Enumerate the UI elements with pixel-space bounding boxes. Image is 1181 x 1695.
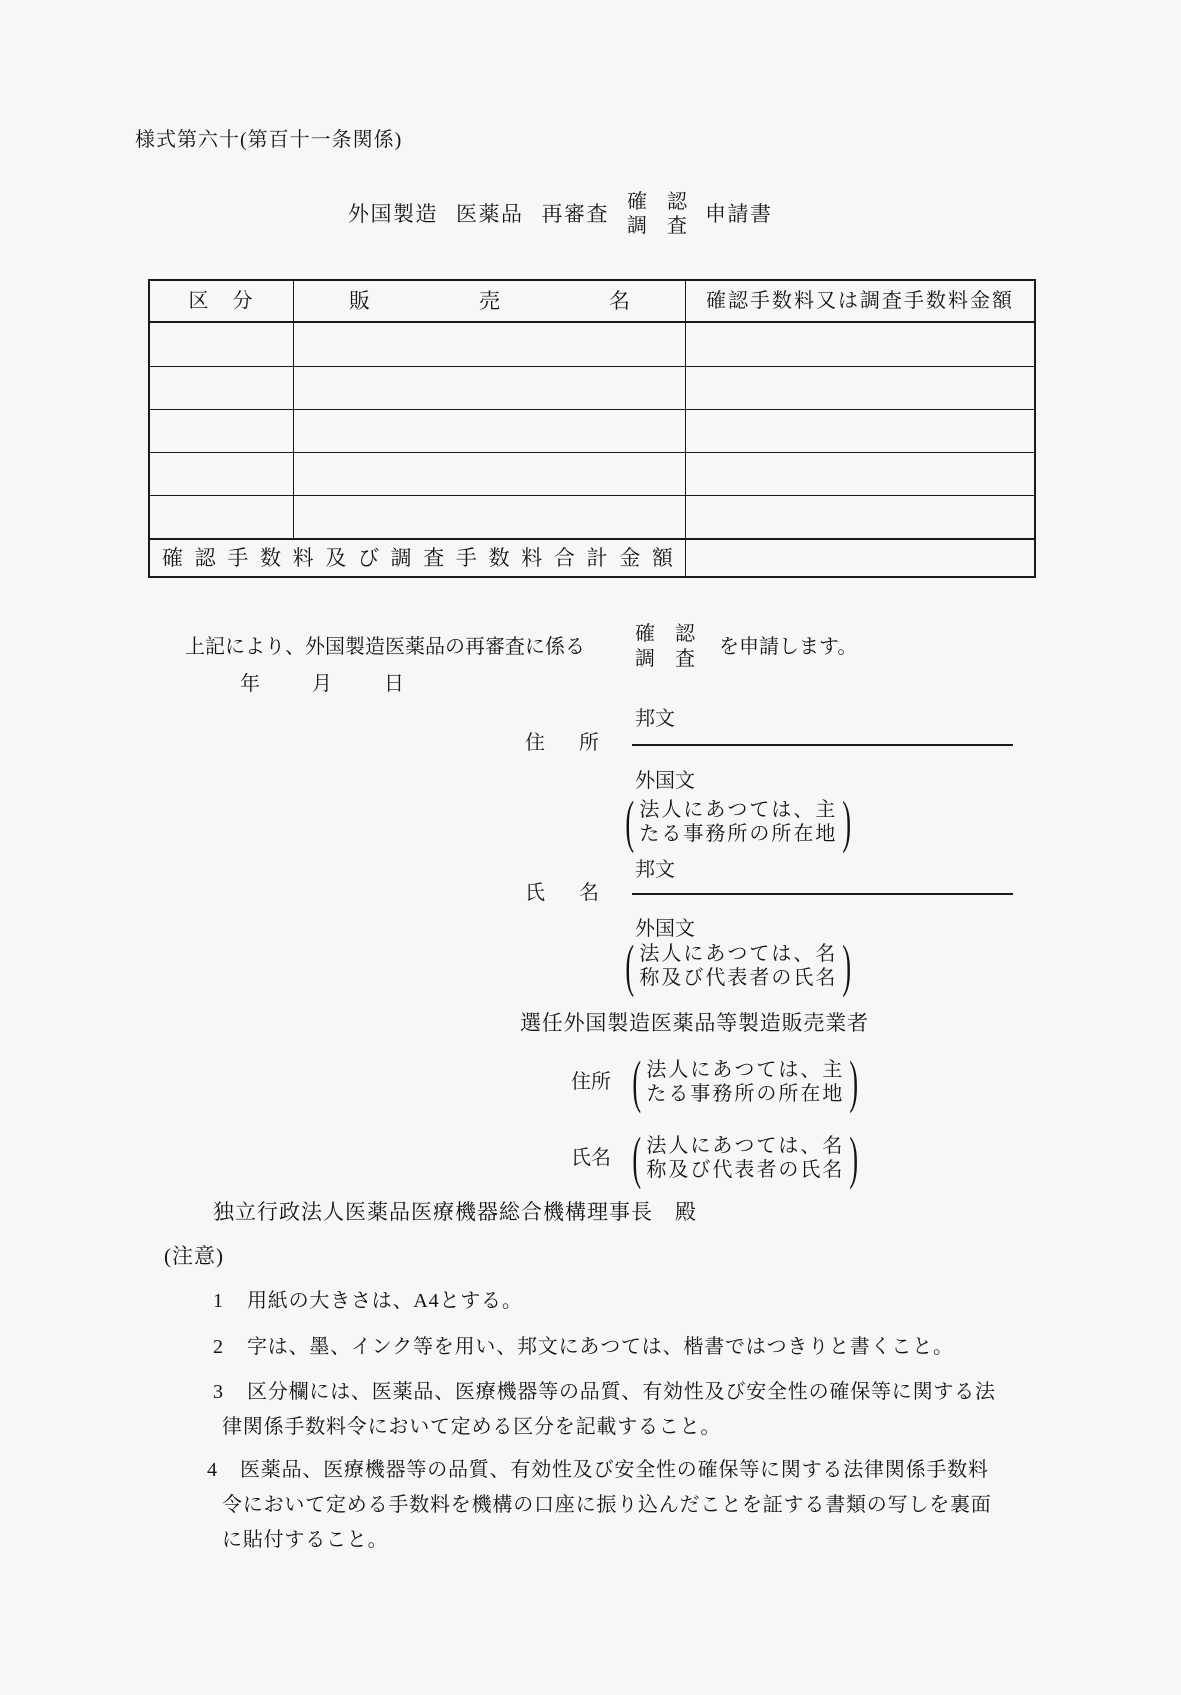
note-item-4 (207, 1458, 989, 1482)
seller-address-row (571, 1049, 864, 1114)
date-line: 年 月 日 (240, 673, 408, 695)
hobun-label-name: 邦文 (635, 859, 675, 881)
stack-top: 確 認 (627, 191, 687, 213)
address-note-line1: 法人にあつては、主 (639, 799, 838, 821)
note-text: 字は、墨、インク等を用い、邦文にあつては、楷書ではつきりと書くこと。 (247, 1336, 954, 1358)
name-label: 氏 名 (525, 882, 606, 904)
col-header-product-name: 販 売 名 (293, 281, 685, 323)
seller-name-corporate-note (627, 1125, 864, 1190)
col-header-category: 区 分 (150, 281, 293, 323)
seller-address-note-line1: 法人にあつては、主 (646, 1059, 845, 1081)
note-text: 区分欄には、医薬品、医療機器等の品質、有効性及び安全性の確保等に関する法 (247, 1381, 996, 1403)
seller-name-note-line1: 法人にあつては、名 (646, 1135, 845, 1157)
table-empty-cell (685, 323, 1034, 366)
name-note-line1: 法人にあつては、名 (639, 943, 838, 965)
selected-seller-heading: 選任外国製造医薬品等製造販売業者 (520, 1011, 869, 1035)
title-review: 再審査 (541, 202, 609, 226)
address-corporate-note (620, 789, 857, 854)
gaikokubun-label-name: 外国文 (635, 918, 695, 940)
fill-line-address-hobun (632, 744, 1013, 746)
table-empty-cell (150, 366, 293, 409)
name-corporate-note (620, 933, 857, 998)
left-paren-icon: ( (625, 933, 635, 998)
table-empty-cell (685, 366, 1034, 409)
right-paren-icon: ) (842, 789, 852, 854)
stack-bottom: 調 査 (627, 215, 687, 237)
seller-address-label: 住所 (571, 1071, 611, 1093)
table-empty-cell (150, 495, 293, 538)
left-paren-icon: ( (625, 789, 635, 854)
table-empty-cell (293, 323, 685, 366)
table-footer-total-value-cell (685, 538, 1034, 576)
seller-address-corporate-note (627, 1049, 864, 1114)
table-empty-cell (685, 409, 1034, 452)
table-empty-cell (293, 495, 685, 538)
seller-name-row (571, 1125, 864, 1190)
address-label: 住 所 (525, 732, 606, 754)
title-kakunin-chosa-stack (627, 190, 687, 238)
fee-table (148, 279, 1036, 578)
form-number: 様式第六十(第百十一条関係) (135, 129, 403, 151)
note-item-2 (213, 1335, 954, 1359)
seller-address-note-line2: たる事務所の所在地 (646, 1083, 845, 1105)
addressee-line: 独立行政法人医薬品医療機器総合機構理事長 殿 (213, 1200, 697, 1224)
table-empty-cell (150, 452, 293, 495)
note-item-3-continued: 律関係手数料令において定める区分を記載すること。 (222, 1416, 722, 1438)
sentence-kakunin-chosa-stack (635, 622, 695, 672)
seller-name-label: 氏名 (571, 1147, 611, 1169)
right-paren-icon: ) (842, 933, 852, 998)
note-number: 3 (213, 1381, 223, 1403)
note-item-3 (213, 1380, 996, 1404)
note-number: 2 (213, 1336, 223, 1358)
right-paren-icon: ) (849, 1125, 859, 1190)
note-item-4-continued: に貼付すること。 (222, 1529, 389, 1551)
note-item-4-continued: 令において定める手数料を機構の口座に振り込んだことを証する書類の写しを裏面 (222, 1494, 992, 1516)
sentence-before: 上記により、外国製造医薬品の再審査に係る (185, 636, 585, 658)
notes-heading: (注意) (164, 1244, 224, 1268)
fill-line-name-hobun (632, 893, 1013, 895)
table-empty-cell (293, 366, 685, 409)
note-item-1 (213, 1289, 523, 1313)
title-maker: 外国製造 (348, 202, 438, 226)
note-text: 用紙の大きさは、A4とする。 (247, 1290, 523, 1312)
stack-bottom: 調 査 (635, 648, 695, 670)
title-product: 医薬品 (456, 202, 524, 226)
form-title (348, 186, 773, 242)
note-number: 4 (207, 1459, 217, 1481)
left-paren-icon: ( (632, 1125, 642, 1190)
title-suffix: 申請書 (705, 202, 773, 226)
table-empty-cell (150, 323, 293, 366)
sentence-after: を申請します。 (719, 636, 858, 658)
address-note-line2: たる事務所の所在地 (639, 823, 838, 845)
hobun-label-address: 邦文 (635, 708, 675, 730)
right-paren-icon: ) (849, 1049, 859, 1114)
application-sentence (185, 622, 857, 672)
col-header-fee: 確認手数料又は調査手数料金額 (685, 281, 1034, 323)
table-empty-cell (685, 495, 1034, 538)
note-number: 1 (213, 1290, 223, 1312)
left-paren-icon: ( (632, 1049, 642, 1114)
table-empty-cell (293, 409, 685, 452)
table-empty-cell (685, 452, 1034, 495)
stack-top: 確 認 (635, 623, 695, 645)
table-empty-cell (150, 409, 293, 452)
note-text: 医薬品、医療機器等の品質、有効性及び安全性の確保等に関する法律関係手数料 (240, 1459, 989, 1481)
table-footer-total-label: 確 認 手 数 料 及 び 調 査 手 数 料 合 計 金 額 (150, 538, 685, 576)
name-note-line2: 称及び代表者の氏名 (639, 967, 838, 989)
seller-name-note-line2: 称及び代表者の氏名 (646, 1159, 845, 1181)
table-empty-cell (293, 452, 685, 495)
gaikokubun-label-address: 外国文 (635, 770, 695, 792)
